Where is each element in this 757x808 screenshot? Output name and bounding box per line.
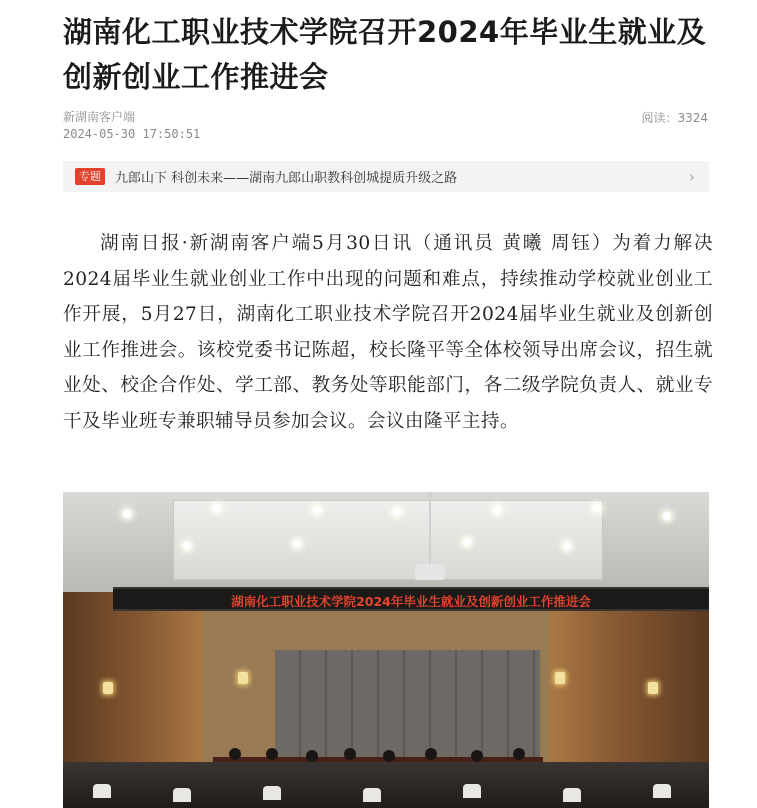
projector [415,564,445,580]
article-title: 湖南化工职业技术学院召开2024年毕业生就业及创新创业工作推进会 [63,15,707,94]
ceiling-light [563,542,571,550]
chevron-right-icon: › [689,168,695,186]
ceiling-light [393,508,401,516]
led-banner-text: 湖南化工职业技术学院2024年毕业生就业及创新创业工作推进会 [231,594,591,609]
photo-ceiling-panel [173,500,603,580]
ceiling-light [183,542,191,550]
ceiling-light [293,540,301,548]
led-banner [113,587,709,611]
photo-back-wall [275,650,540,760]
attendee [383,750,395,762]
meeting-photo [63,492,709,808]
wall-lamp [238,672,248,684]
attendee [263,786,281,800]
ceiling-light [463,538,471,546]
article-body: 湖南日报·新湖南客户端5月30日讯（通讯员 黄曦 周钰）为着力解决2024届毕业生就业创业工作中出现的问题和难点，持续推动学校就业创业工作开展，5月27日，湖南化工职业技术学院召开2024届毕业生就业及创新创业工作推进会。该校党委书记陈超，校长隆平等全体校领导出席会议，招生就业处、校企合作处、学工部、教务处等职能部门，各二级学院负责人、就业专干及毕业班专兼职辅导员参加会议。会议由隆平主持。 [63,233,713,432]
attendee [173,788,191,802]
wall-lamp [555,672,565,684]
photo-audience [63,762,709,808]
topic-link[interactable] [63,161,709,192]
topic-title: 九郎山下 科创未来——湖南九郎山职教科创城提质升级之路 [115,171,458,186]
read-count: 阅读：3324 [641,111,708,125]
topic-badge: 专题 [75,168,105,185]
projector-pole [429,492,431,564]
attendee [471,750,483,762]
attendee [266,748,278,760]
ceiling-light [663,512,671,520]
article-source: 新湖南客户端 [63,110,136,124]
attendee [653,784,671,798]
wall-lamp [103,682,113,694]
attendee [344,748,356,760]
attendee [463,784,481,798]
article-datetime: 2024-05-30 17:50:51 [63,127,201,141]
attendee [425,748,437,760]
ceiling-light [213,504,221,512]
attendee [93,784,111,798]
attendee [513,748,525,760]
ceiling-light [313,506,321,514]
wall-lamp [648,682,658,694]
attendee [229,748,241,760]
attendee [306,750,318,762]
ceiling-light [493,506,501,514]
attendee [363,788,381,802]
attendee [563,788,581,802]
ceiling-light [593,504,601,512]
ceiling-light [123,510,131,518]
